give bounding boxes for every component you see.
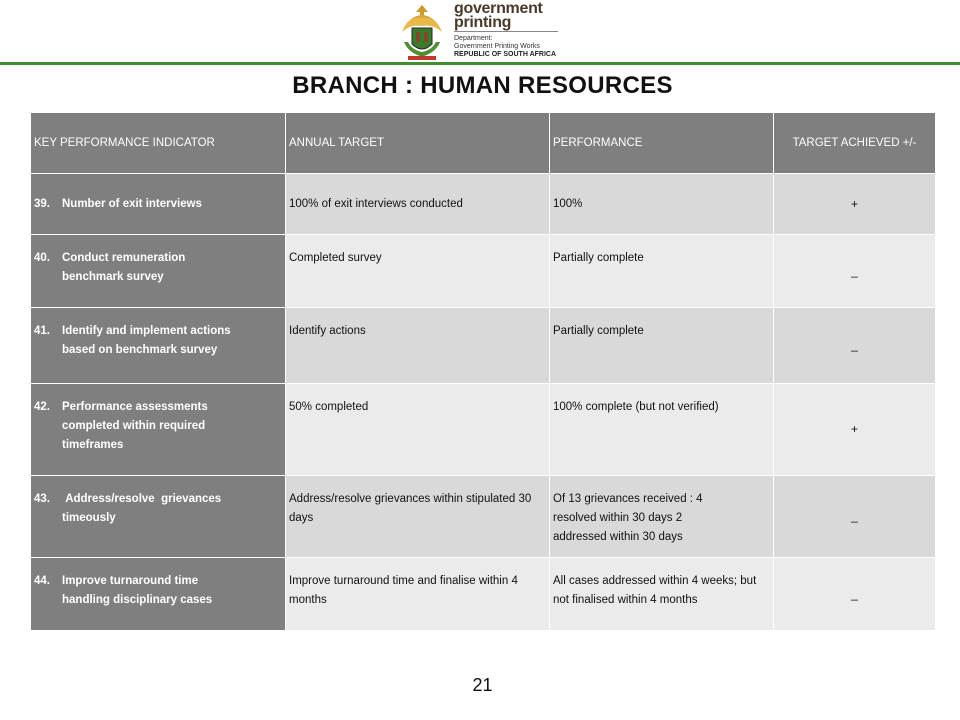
header-performance: PERFORMANCE <box>550 113 774 174</box>
page-number: 21 <box>472 675 493 695</box>
kpi-table <box>30 112 936 631</box>
performance-cell: All cases addressed within 4 weeks; but not finalised within 4 months <box>550 558 774 631</box>
table-row <box>31 174 936 235</box>
table-row <box>31 476 936 558</box>
kpi-text: Number of exit interviews <box>62 197 202 210</box>
achieved-cell: _ <box>774 235 936 308</box>
logo-text <box>454 2 558 59</box>
page-title: BRANCH : HUMAN RESOURCES <box>292 72 673 99</box>
performance-text: Of 13 grievances received : 4 resolved within 30 days 2 addressed within 30 days <box>553 493 703 543</box>
kpi-number: 43. <box>34 493 50 505</box>
table-row <box>31 558 936 631</box>
kpi-number: 40. <box>34 252 50 264</box>
header-annual-target: ANNUAL TARGET <box>286 113 550 174</box>
achieved-cell: + <box>774 384 936 476</box>
achieved-cell: _ <box>774 558 936 631</box>
performance-cell: 100% <box>550 174 774 235</box>
table-header-row <box>31 113 936 174</box>
kpi-cell <box>31 308 286 384</box>
kpi-text: Performance assessments completed within required timeframes <box>62 401 208 451</box>
logo-dept1: Department: <box>454 35 493 42</box>
target-cell: Identify actions <box>286 308 550 384</box>
performance-cell: 100% complete (but not verified) <box>550 384 774 476</box>
kpi-cell <box>31 476 286 558</box>
kpi-cell <box>31 384 286 476</box>
performance-cell: Partially complete <box>550 308 774 384</box>
achieved-cell: + <box>774 174 936 235</box>
target-cell: Address/resolve grievances within stipulated 30 days <box>286 476 550 558</box>
performance-cell: Partially complete <box>550 235 774 308</box>
achieved-cell: _ <box>774 308 936 384</box>
kpi-number: 42. <box>34 401 50 413</box>
achieved-cell: _ <box>774 476 936 558</box>
kpi-cell <box>31 174 286 235</box>
logo-line2: printing <box>454 14 512 31</box>
target-cell: 50% completed <box>286 384 550 476</box>
table-row <box>31 308 936 384</box>
target-cell: Completed survey <box>286 235 550 308</box>
logo-country: REPUBLIC OF SOUTH AFRICA <box>454 51 557 58</box>
kpi-text: Conduct remuneration benchmark survey <box>62 252 186 283</box>
coat-of-arms-icon <box>398 2 446 62</box>
table-row <box>31 235 936 308</box>
kpi-text: Address/resolve grievances timeously <box>62 493 225 524</box>
target-cell: 100% of exit interviews conducted <box>286 174 550 235</box>
header-target-achieved: TARGET ACHIEVED +/- <box>774 113 936 174</box>
logo-line1: government <box>454 0 543 17</box>
kpi-number: 39. <box>34 197 50 210</box>
logo-dept2: Government Printing Works <box>454 43 540 50</box>
kpi-cell <box>31 558 286 631</box>
target-cell: Improve turnaround time and finalise within 4 months <box>286 558 550 631</box>
header <box>0 0 960 66</box>
header-kpi: KEY PERFORMANCE INDICATOR <box>31 113 286 174</box>
kpi-number: 44. <box>34 575 50 587</box>
kpi-text: Identify and implement actions based on benchmark survey <box>62 325 231 356</box>
header-divider <box>0 62 960 65</box>
kpi-cell <box>31 235 286 308</box>
kpi-number: 41. <box>34 325 50 337</box>
performance-cell <box>550 476 774 558</box>
table-row <box>31 384 936 476</box>
kpi-text: Improve turnaround time handling disciplinary cases <box>62 575 213 606</box>
